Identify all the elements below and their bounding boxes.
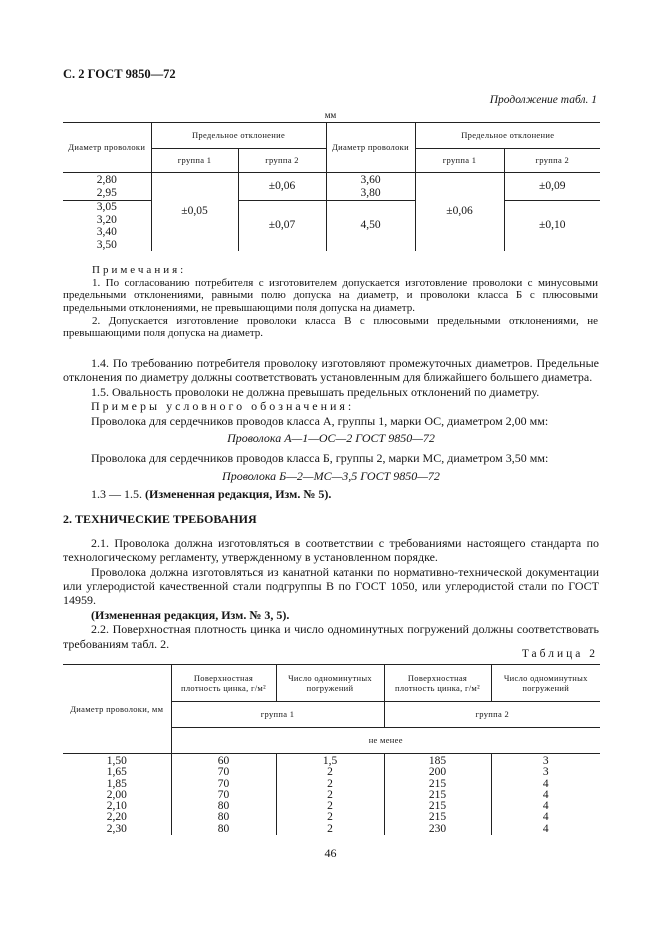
t1-header-group2-right: группа 2 xyxy=(504,149,600,173)
t2-dips-g2: 4 xyxy=(542,822,549,835)
table1-notes xyxy=(63,264,598,340)
t2-density-g1: 70 xyxy=(171,779,276,790)
t1-header-diameter-right: Диаметр проволоки xyxy=(326,123,415,173)
example-1-designation: Проволока А—1—ОС—2 ГОСТ 9850—72 xyxy=(227,430,435,445)
revision-note-2: (Измененная редакция, Изм. № 3, 5). xyxy=(91,607,290,622)
table1-unit: мм xyxy=(324,110,337,120)
t2-dips-g1: 2 xyxy=(276,790,384,801)
t1-header-group2-left: группа 2 xyxy=(238,149,326,173)
t2-density-g1: 80 xyxy=(171,824,276,835)
t2-density-g2: 200 xyxy=(384,767,491,778)
t1-group2-left-value-b: ±0,07 xyxy=(238,201,326,252)
t2-density-g2: 215 xyxy=(384,812,491,823)
t2-diameter: 2,20 xyxy=(63,812,171,823)
t2-density-g1: 70 xyxy=(171,790,276,801)
t1-header-group1-right: группа 1 xyxy=(415,149,504,173)
revision-note-1: 1.3 — 1.5. (Измененная редакция, Изм. № 5). xyxy=(91,487,332,502)
paragraph-2-1-b: Проволока должна изготовляться из канатной катанки по нормативно-технической документации или углеродистой качественной стали подгруппы В по ГОСТ 1050, или углеродистой стали по ГОСТ 14959. xyxy=(63,564,599,608)
table-row xyxy=(63,767,600,778)
example-1-text: Проволока для сердечников проводов класса А, группы 1, марки ОС, диаметром 2,00 мм: xyxy=(91,413,549,428)
t2-dips-g2: 4 xyxy=(542,811,549,824)
t2-dips-g1: 2 xyxy=(276,812,384,823)
t2-density-g2: 215 xyxy=(384,790,491,801)
notes-title: Примечания: xyxy=(92,264,187,276)
t1-group1-left-value: ±0,05 xyxy=(151,173,238,252)
t2-dips-g2: 4 xyxy=(542,777,549,790)
t2-dips-g2: 3 xyxy=(542,766,549,779)
t2-diameter: 1,65 xyxy=(63,767,171,778)
t2-dips-g1: 2 xyxy=(276,779,384,790)
t2-density-g2: 215 xyxy=(384,801,491,812)
paragraph-2-1: 2.1. Проволока должна изготовляться в соответствии с требованиями настоящего стандарта по технологическому регламенту, утвержденному в установленном порядке. xyxy=(63,535,599,565)
t1-diameter-cell: 3,60 3,80 xyxy=(326,173,415,201)
table-continuation-label: Продолжение табл. 1 xyxy=(489,94,597,106)
example-2-designation: Проволока Б—2—МС—3,5 ГОСТ 9850—72 xyxy=(222,468,440,483)
page-header: С. 2 ГОСТ 9850—72 xyxy=(63,67,176,81)
t2-header-dips-g2: Число одноминутных погружений xyxy=(491,665,600,702)
t2-density-g1: 80 xyxy=(171,801,276,812)
t2-header-group1: группа 1 xyxy=(171,702,384,728)
note-2: 2. Допускается изготовление проволоки класса В с плюсовыми предельными отклонениями, не превышающими поля допуска на диаметр. xyxy=(63,314,598,340)
t2-diameter: 2,30 xyxy=(63,824,171,835)
t2-dips-g1: 2 xyxy=(276,824,384,835)
section-title: 2. ТЕХНИЧЕСКИЕ ТРЕБОВАНИЯ xyxy=(63,511,257,526)
examples-title: Примеры условного обозначения: xyxy=(91,399,355,414)
t2-density-g2: 215 xyxy=(384,779,491,790)
t2-dips-g2: 4 xyxy=(542,788,549,801)
t2-header-diameter: Диаметр проволоки, мм xyxy=(63,665,171,754)
t2-header-min: не менее xyxy=(171,728,600,754)
table-1 xyxy=(63,122,600,251)
t2-header-density-g1: Поверхностная плотность цинка, г/м² xyxy=(171,665,276,702)
t2-diameter: 2,10 xyxy=(63,801,171,812)
t1-header-diameter-left: Диаметр проволоки xyxy=(63,123,151,173)
main-text xyxy=(63,356,599,651)
t2-density-g1: 60 xyxy=(171,754,276,768)
t2-dips-g1: 1,5 xyxy=(276,754,384,768)
page-number: 46 xyxy=(324,846,337,860)
t1-group2-right-value-a: ±0,09 xyxy=(504,173,600,201)
table-row xyxy=(63,754,600,768)
t1-group2-left-value-a: ±0,06 xyxy=(238,173,326,201)
t2-density-g2: 230 xyxy=(384,824,491,835)
t1-diameter-cell: 3,05 3,20 3,40 3,50 xyxy=(63,201,151,252)
t1-group1-right-value: ±0,06 xyxy=(415,173,504,252)
t2-header-dips-g1: Число одноминутных погружений xyxy=(276,665,384,702)
t2-dips-g1: 2 xyxy=(276,767,384,778)
t1-diameter-cell: 4,50 xyxy=(326,201,415,252)
example-2-text: Проволока для сердечников проводов класса Б, группы 2, марки МС, диаметром 3,50 мм: xyxy=(91,451,549,466)
paragraph-2-2: 2.2. Поверхностная плотность цинка и число одноминутных погружений должны соответствовать требованиям табл. 2. xyxy=(63,622,599,651)
t2-header-density-g2: Поверхностная плотность цинка, г/м² xyxy=(384,665,491,702)
t2-diameter: 2,00 xyxy=(63,790,171,801)
t1-header-deviation-left: Предельное отклонение xyxy=(151,123,326,149)
t2-density-g2: 185 xyxy=(384,754,491,768)
table2-caption: Таблица 2 xyxy=(521,648,598,660)
paragraph-1-4: 1.4. По требованию потребителя проволоку изготовляют промежуточных диаметров. Предельные отклонения по диаметру должны соответствовать установленным для ближайшего большего диаметра. xyxy=(63,356,599,385)
note-1: 1. По согласованию потребителя с изготовителем допускается изготовление проволоки с минусовыми предельными отклонениями, равными полю допуска на диаметр, и проволоки класса Б с плюсовыми предельными отклонениями, не превышающими поля допуска на диаметр. xyxy=(63,276,598,314)
t2-diameter: 1,85 xyxy=(63,779,171,790)
t1-header-group1-left: группа 1 xyxy=(151,149,238,173)
t2-dips-g1: 2 xyxy=(276,801,384,812)
table-row xyxy=(63,824,600,835)
t1-group2-right-value-b: ±0,10 xyxy=(539,219,566,232)
paragraph-1-5: 1.5. Овальность проволоки не должна превышать предельных отклонений по диаметру. xyxy=(91,384,540,399)
t2-header-group2: группа 2 xyxy=(384,702,600,728)
t2-dips-g2: 3 xyxy=(542,755,549,767)
t2-density-g1: 70 xyxy=(171,767,276,778)
t2-diameter: 1,50 xyxy=(63,754,171,768)
t2-density-g1: 80 xyxy=(171,812,276,823)
t2-dips-g2: 4 xyxy=(542,800,549,813)
t1-diameter-cell: 2,80 2,95 xyxy=(63,173,151,201)
table-2 xyxy=(63,664,600,835)
t1-header-deviation-right: Предельное отклонение xyxy=(415,123,600,149)
